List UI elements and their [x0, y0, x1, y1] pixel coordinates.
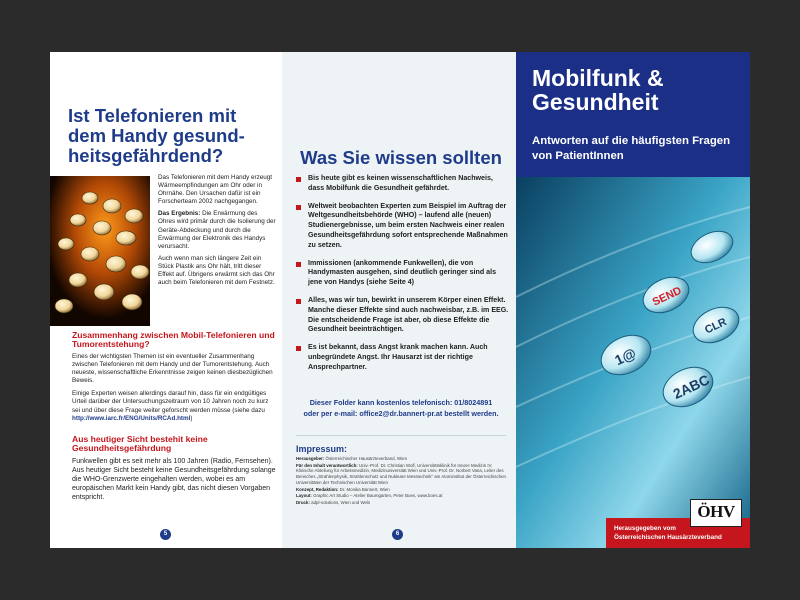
publisher-text: Herausgegeben vom Österreichischen Hausärzteverband	[614, 525, 722, 541]
brochure-spread	[50, 52, 750, 548]
page-heading-wissen: Was Sie wissen sollten	[300, 147, 502, 168]
intro-paragraph-2	[158, 210, 276, 250]
key-2-label: 2ABC	[670, 371, 712, 402]
oehv-logo	[690, 499, 742, 527]
phone-keypad-image	[516, 177, 750, 548]
impressum-list	[296, 456, 510, 507]
facts-list	[296, 174, 510, 381]
sicht-paragraph: Funkwellen gibt es seit mehr als 100 Jahren (Radio, Fernsehen). Aus heutiger Sicht besteht keine Gesundheitsgefährdung solange die WHO-Grenzwerte eingehalten werden, wobei es am europäischen Markt kein Handy gibt, das nicht diesen Vorgaben entspricht.	[72, 458, 276, 501]
impressum-heading: Impressum:	[296, 444, 348, 454]
key-1-label: 1@	[612, 344, 639, 369]
section-heading-sicht: Aus heutiger Sicht bestehit keine Gesundheitsgefährdung	[72, 434, 208, 454]
tumor-paragraph-1: Eines der wichtigsten Themen ist ein eventueller Zusammenhang zwischen Telefonieren mit dem Handy und der Tumorentstehung. Auch neueste, wissenschaftliche Erkenntnisse zeigen keinen diesbezüglichen Beweis.	[72, 353, 273, 385]
panel-page-6	[282, 52, 516, 548]
divider	[296, 435, 506, 436]
logo-text: ÖHV	[697, 502, 735, 521]
order-contact	[292, 398, 510, 419]
impressum-row: Für den Inhalt verantwortlich: Univ.-Prof. Dr. Christian Wolf, Universitätsklinik für Innere Medizin IV, Klinische Abteilung für Arbeitsmedizin, Medizinuniversität Wien und Univ.-Prof. Dr. Norbert Vana, Leiter des Bereiches „Strahlenphysik, Strahlenschutz und Nukleare Messtechnik" am Atominstitut der Österreichischen Universitäten der Technischen Universität Wien	[296, 462, 506, 485]
intro-paragraph-1: Das Telefonieren mit dem Handy erzeugt Wärmeempfindungen am Ohr oder in Ohrnähe. Den Ursachen dafür ist ein Forscherteam 2002 nachgegangen.	[158, 174, 272, 206]
contact-email-line: oder per e-mail: office2@dr.bannert-pr.at bestellt werden.	[303, 408, 499, 418]
list-item: Es ist bekannt, dass Angst krank machen kann. Auch unbegründete Angst. Ihr Hausarzt ist der richtige Ansprechpartner.	[296, 343, 510, 372]
section-tumor-body	[72, 353, 277, 428]
send-key-label: SEND	[650, 284, 684, 309]
panel-page-5	[50, 52, 282, 548]
iarc-link[interactable]: http://www.iarc.fr/ENG/Units/RCAd.html	[72, 414, 191, 422]
intro-paragraph-3: Auch wenn man sich längere Zeit ein Stück Plastik ans Ohr hält, tritt dieser Effekt auf. Übrigens erwärmt sich das Ohr auch beim Telefonieren mit dem Festnetz.	[158, 254, 275, 287]
list-item: Alles, was wir tun, bewirkt in unserem Körper einen Effekt. Manche dieser Effekte sind auch nachweisbar, z.B. im EEG. Die entscheidende Frage ist aber, ob diese Effekte die Gesundheit beeinträchtigen.	[296, 296, 510, 335]
impressum-row: Konzept, Redaktion: Dr. Monika Bannert, Wien	[296, 486, 390, 492]
section-sicht-body	[72, 457, 277, 507]
impressum-row: Druck: adpl-solutions, Wien und Wels	[296, 499, 371, 505]
impressum-row: Herausgeber: Österreichischer Hausärzteverband, Wien	[296, 456, 408, 461]
tumor-paragraph-2: Einige Experten weisen allerdings darauf hin, dass für ein endgültiges Urteil darüber der Untersuchungszeitraum von 10 Jahren noch zu kurz sei und über diese Frage weiter geforscht werden müsse (siehe dazu http://www.iarc.fr/ENG/Units/RCAd.html)	[72, 390, 269, 422]
cover-subtitle: Antworten auf die häufigsten Fragen von PatientInnen	[532, 135, 731, 162]
cover-title: Mobilfunk & Gesundheit	[532, 65, 664, 115]
list-item: Bis heute gibt es keinen wissenschaftlichen Nachweis, dass Mobilfunk die Gesundheit gefährdet.	[296, 174, 510, 194]
intro-text	[158, 174, 276, 291]
list-item: Weltweit beobachten Experten zum Beispiel im Auftrag der Weltgesundheitsbehörde (WHO) – laufend alle (neuen) Studienergebnisse, um beim ersten Nachweis einer realen Gesundheitsgefährdung sofort entsprechende Maßnahmen zu setzen.	[296, 202, 510, 251]
result-text: Die Erwärmung des Ohres wird primär durch die Isolierung der Geräte-Abdeckung und durch die Erwärmung der Elektronik des Handys verursacht.	[158, 210, 276, 250]
cover-panel	[516, 52, 750, 548]
page-heading-telefonieren: Ist Telefonieren mit dem Handy gesund-heitsgefährdend?	[68, 105, 245, 166]
impressum-row: Layout: Graphic Art Studio – Atelier Baumgarten, Peter Boes, www.boes.at	[296, 493, 443, 499]
contact-phone-line: Dieser Folder kann kostenlos telefonisch: 01/8024891	[309, 398, 493, 407]
list-item: Immissionen (ankommende Funkwellen), die von Handymasten ausgehen, sind deutlich geringer sind als jene von Handys (siehe Seite 4)	[296, 259, 510, 288]
keypad-photo	[50, 176, 150, 326]
result-label: Das Ergebnis:	[158, 210, 201, 218]
keypad-illustration	[50, 176, 150, 326]
clr-key-label: CLR	[703, 315, 729, 337]
page-number-6: 6	[392, 529, 403, 540]
section-heading-tumor: Zusammenhang zwischen Mobil-Telefonieren und Tumorentstehung?	[72, 330, 275, 350]
page-number-5: 5	[160, 529, 171, 540]
